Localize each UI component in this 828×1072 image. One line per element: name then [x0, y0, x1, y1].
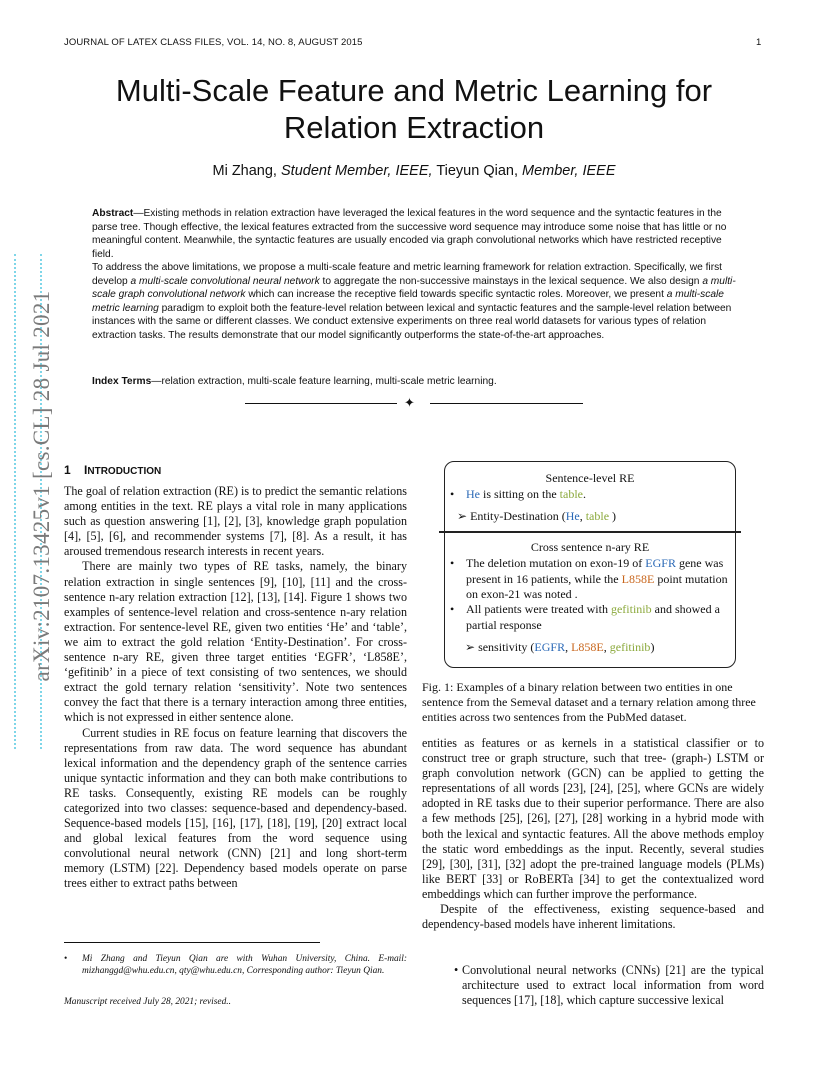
relation-close: ) — [650, 640, 655, 654]
index-terms-label: Index Terms — [92, 376, 152, 387]
relation-separator: , — [603, 640, 610, 654]
separator-rule-left — [245, 403, 397, 404]
section-title-rest: NTRODUCTION — [87, 466, 162, 477]
bullet-icon: • — [454, 963, 459, 977]
abstract-paragraph-1 — [92, 207, 740, 261]
abstract-text-1: —Existing methods in relation extraction have leveraged the lexical features in the word sequence and the syntactic features in the parse tree. Though effective, the lexical features extracted from the successive word sequence may introduce some noise that has little or no meaningful content. Meanwhile, the syntactic features are usually encoded via graph convolutional networks which have restricted receptive field. — [92, 208, 727, 260]
abstract — [92, 207, 740, 342]
abstract-label: Abstract — [92, 208, 134, 219]
figure-panel-title-sentence-level: Sentence-level RE — [545, 471, 635, 485]
intro-paragraph-3: Current studies in RE focus on feature learning that discovers the representations from raw data. The word sequence has abundant lexical information and the dependency graph of the sentence carries unique syntactic information and they can both make contributions to RE tasks. Consequently, existing RE models can be roughly categorized into two classes: sequence-based and dependency-based. Sequence-based models [15], [16], [17], [18], [19], [20] extract local and global lexical features from the word sequence using convolutional neural network (CNN) [21] and long short-term memory (LSTM) [22]. Dependency based models operate on parse trees either to extract paths between — [64, 725, 407, 891]
sentence-text: and showed a partial response — [466, 602, 720, 632]
right-paragraph-1: entities as features or as kernels in a statistical classifier or to construct tree or graph structure, such that tree- (graph-) LSTM or graph convolution network (GCN) can be applied to getting the representations of all words [23], [24], [25], where GCNs are widely adopted in RE tasks due to their superior performance. There are also a few methods [25], [26], [27], [28] working in a hybrid mode with both the lexical and syntactic features. All the above methods employ the static word embeddings as the input. Recently, several studies [29], [30], [31], [32] adopt the pre-trained language models (PLMs) like BERT [33] or RoBERTa [34] to get the contextualized word embeddings which can further improve the performance. — [422, 736, 764, 901]
sentence-text: The deletion mutation on exon-19 of — [466, 556, 646, 570]
right-paragraph-2: Despite of the effectiveness, existing sequence-based and dependency-based models have inherent limitations. — [422, 902, 764, 932]
figure-caption: Fig. 1: Examples of a binary relation between two entities in one sentence from the Semeval dataset and a ternary relation among three entities across two sentences from the PubMed dataset. — [422, 680, 756, 725]
footnote-rule — [64, 942, 320, 943]
figure-panel-title-cross-sentence: Cross sentence n-ary RE — [530, 540, 650, 554]
abstract-paragraph-2 — [92, 261, 740, 342]
separator-star-icon: ✦ — [404, 395, 415, 410]
relation-entity-he: He — [565, 509, 580, 523]
figure-relation-entity-destination — [457, 509, 616, 525]
bullet-icon: • — [450, 487, 455, 501]
left-column — [64, 484, 407, 892]
figure-cross-sentence-1 — [450, 556, 730, 603]
running-head: JOURNAL OF LATEX CLASS FILES, VOL. 14, NO. 8, AUGUST 2015 — [64, 37, 363, 48]
bullet-icon: • — [450, 602, 455, 616]
paper-title: Multi-Scale Feature and Metric Learning for Relation Extraction — [115, 73, 713, 145]
author-1-name: Mi Zhang, — [212, 163, 277, 179]
entity-gefitinib: gefitinib — [610, 602, 652, 616]
author-1-role: Student Member, IEEE, — [281, 163, 433, 179]
right-column — [422, 736, 764, 932]
abstract-text-2b: to aggregate the non-successive mainstays in the lexical sequence. We also design — [319, 275, 703, 287]
footnote — [64, 953, 407, 978]
footnote-bullet: • — [64, 954, 68, 964]
limitation-bullet-text: Convolutional neural networks (CNNs) [21] are the typical architecture used to extract local information from word sequences [17], [18], which capture successive lexical — [462, 963, 764, 1008]
relation-label: sensitivity ( — [475, 640, 535, 654]
index-terms-text: —relation extraction, multi-scale feature learning, multi-scale metric learning. — [151, 376, 497, 387]
abstract-text-2c: which can increase the receptive field towards specific syntactic roles. Moreover, we present — [245, 289, 667, 300]
sentence-text: All patients were treated with — [466, 602, 611, 616]
entity-l858e: L858E — [621, 571, 655, 586]
abstract-emphasis-1: a multi-scale convolutional neural network — [130, 275, 320, 287]
separator-rule-right — [430, 403, 583, 404]
page-number: 1 — [756, 37, 762, 48]
abstract-text-2a: To address the above limitations, we propose a multi-scale feature and metric learning framework for relation extraction. Specifically, we first develop — [92, 262, 723, 287]
section-number: 1 — [64, 463, 71, 477]
sentence-end: . — [583, 487, 586, 501]
arxiv-stamp: arXiv:2107.13425v1 [cs.CL] 28 Jul 2021 — [29, 290, 54, 682]
abstract-text-2d: paradigm to exploit both the feature-level relation between lexical and syntactic features and the sample-level relation between instances with the same or different classes. We conduct extensive experiments on three real world datasets for various types of relation extraction tasks. The results demonstrate that our model significantly outperforms the state-of-the-art approaches. — [92, 302, 732, 341]
relation-separator: , — [579, 509, 586, 523]
section-heading — [64, 463, 161, 477]
relation-separator: , — [565, 640, 572, 654]
relation-entity-l858e: L858E — [571, 640, 604, 654]
sentence-text: gene was present in 16 patients, while the — [466, 556, 724, 586]
bullet-icon: • — [450, 556, 455, 570]
author-line — [64, 163, 764, 179]
arrow-icon: ➢ — [465, 640, 476, 654]
footnote-text: Mi Zhang and Tieyun Qian are with Wuhan University, China. E-mail: mizhanggd@whu.edu.cn, qty@whu.edu.cn, Corresponding author: Tieyun Qian. — [82, 954, 407, 977]
arrow-icon: ➢ — [457, 509, 468, 523]
author-2-role: Member, IEEE — [522, 163, 616, 179]
figure-cross-sentence-2 — [450, 602, 730, 633]
figure-relation-sensitivity — [465, 640, 654, 656]
entity-egfr: EGFR — [645, 556, 676, 570]
relation-close: ) — [609, 509, 617, 523]
figure-divider — [439, 531, 741, 533]
abstract-emphasis-2: a multi-scale graph convolutional network — [92, 275, 736, 300]
intro-paragraph-1: The goal of relation extraction (RE) is to predict the semantic relations among entities in the text. RE plays a vital role in many applications such as question answering [1], [2], [3], knowledge graph population [4], [5], [6], and recommender systems [7], [8]. As a result, it has aroused tremendous research interests in recent years. — [64, 484, 407, 559]
abstract-emphasis-3: a multi-scale metric learning — [92, 289, 724, 314]
relation-entity-egfr: EGFR — [534, 640, 566, 654]
manuscript-note: Manuscript received July 28, 2021; revised.. — [64, 997, 231, 1007]
relation-entity-table: table — [585, 509, 610, 523]
relation-label: Entity-Destination ( — [467, 509, 566, 523]
figure-1 — [444, 461, 736, 668]
limitation-bullet — [422, 963, 764, 1008]
author-2-name: Tieyun Qian, — [436, 163, 518, 179]
sentence-text: point mutation on exon-21 was noted . — [466, 571, 728, 601]
sentence-text: is sitting on the — [480, 487, 560, 501]
intro-paragraph-2: There are mainly two types of RE tasks, namely, the binary relation extraction in single sentences [9], [10], [11] and the cross-sentence n-ary relation extraction [12], [13], [14]. Figure 1 shows two examples of sentence-level relation and cross-sentence n-ary relation extraction. For sentence-level RE, given two entities ‘He’ and ‘table’, we aim to extract the gold relation ‘Entity-Destination’. For cross-sentence n-ary RE, given three target entities ‘EGFR’, ‘L858E’, ‘gefitinib’ in a piece of text consisting of two sentences, we should extract the gold ternary relation ‘sensitivity’. Note two sentences convey the fact that there is a ternary interaction among three entities, which is not expressed in either sentence alone. — [64, 559, 407, 725]
relation-entity-gefitinib: gefitinib — [609, 640, 651, 654]
entity-table: table — [559, 487, 583, 501]
figure-sentence-example — [450, 487, 586, 503]
section-title-initial: I — [84, 463, 88, 477]
entity-he: He — [466, 487, 480, 501]
index-terms — [92, 376, 740, 387]
